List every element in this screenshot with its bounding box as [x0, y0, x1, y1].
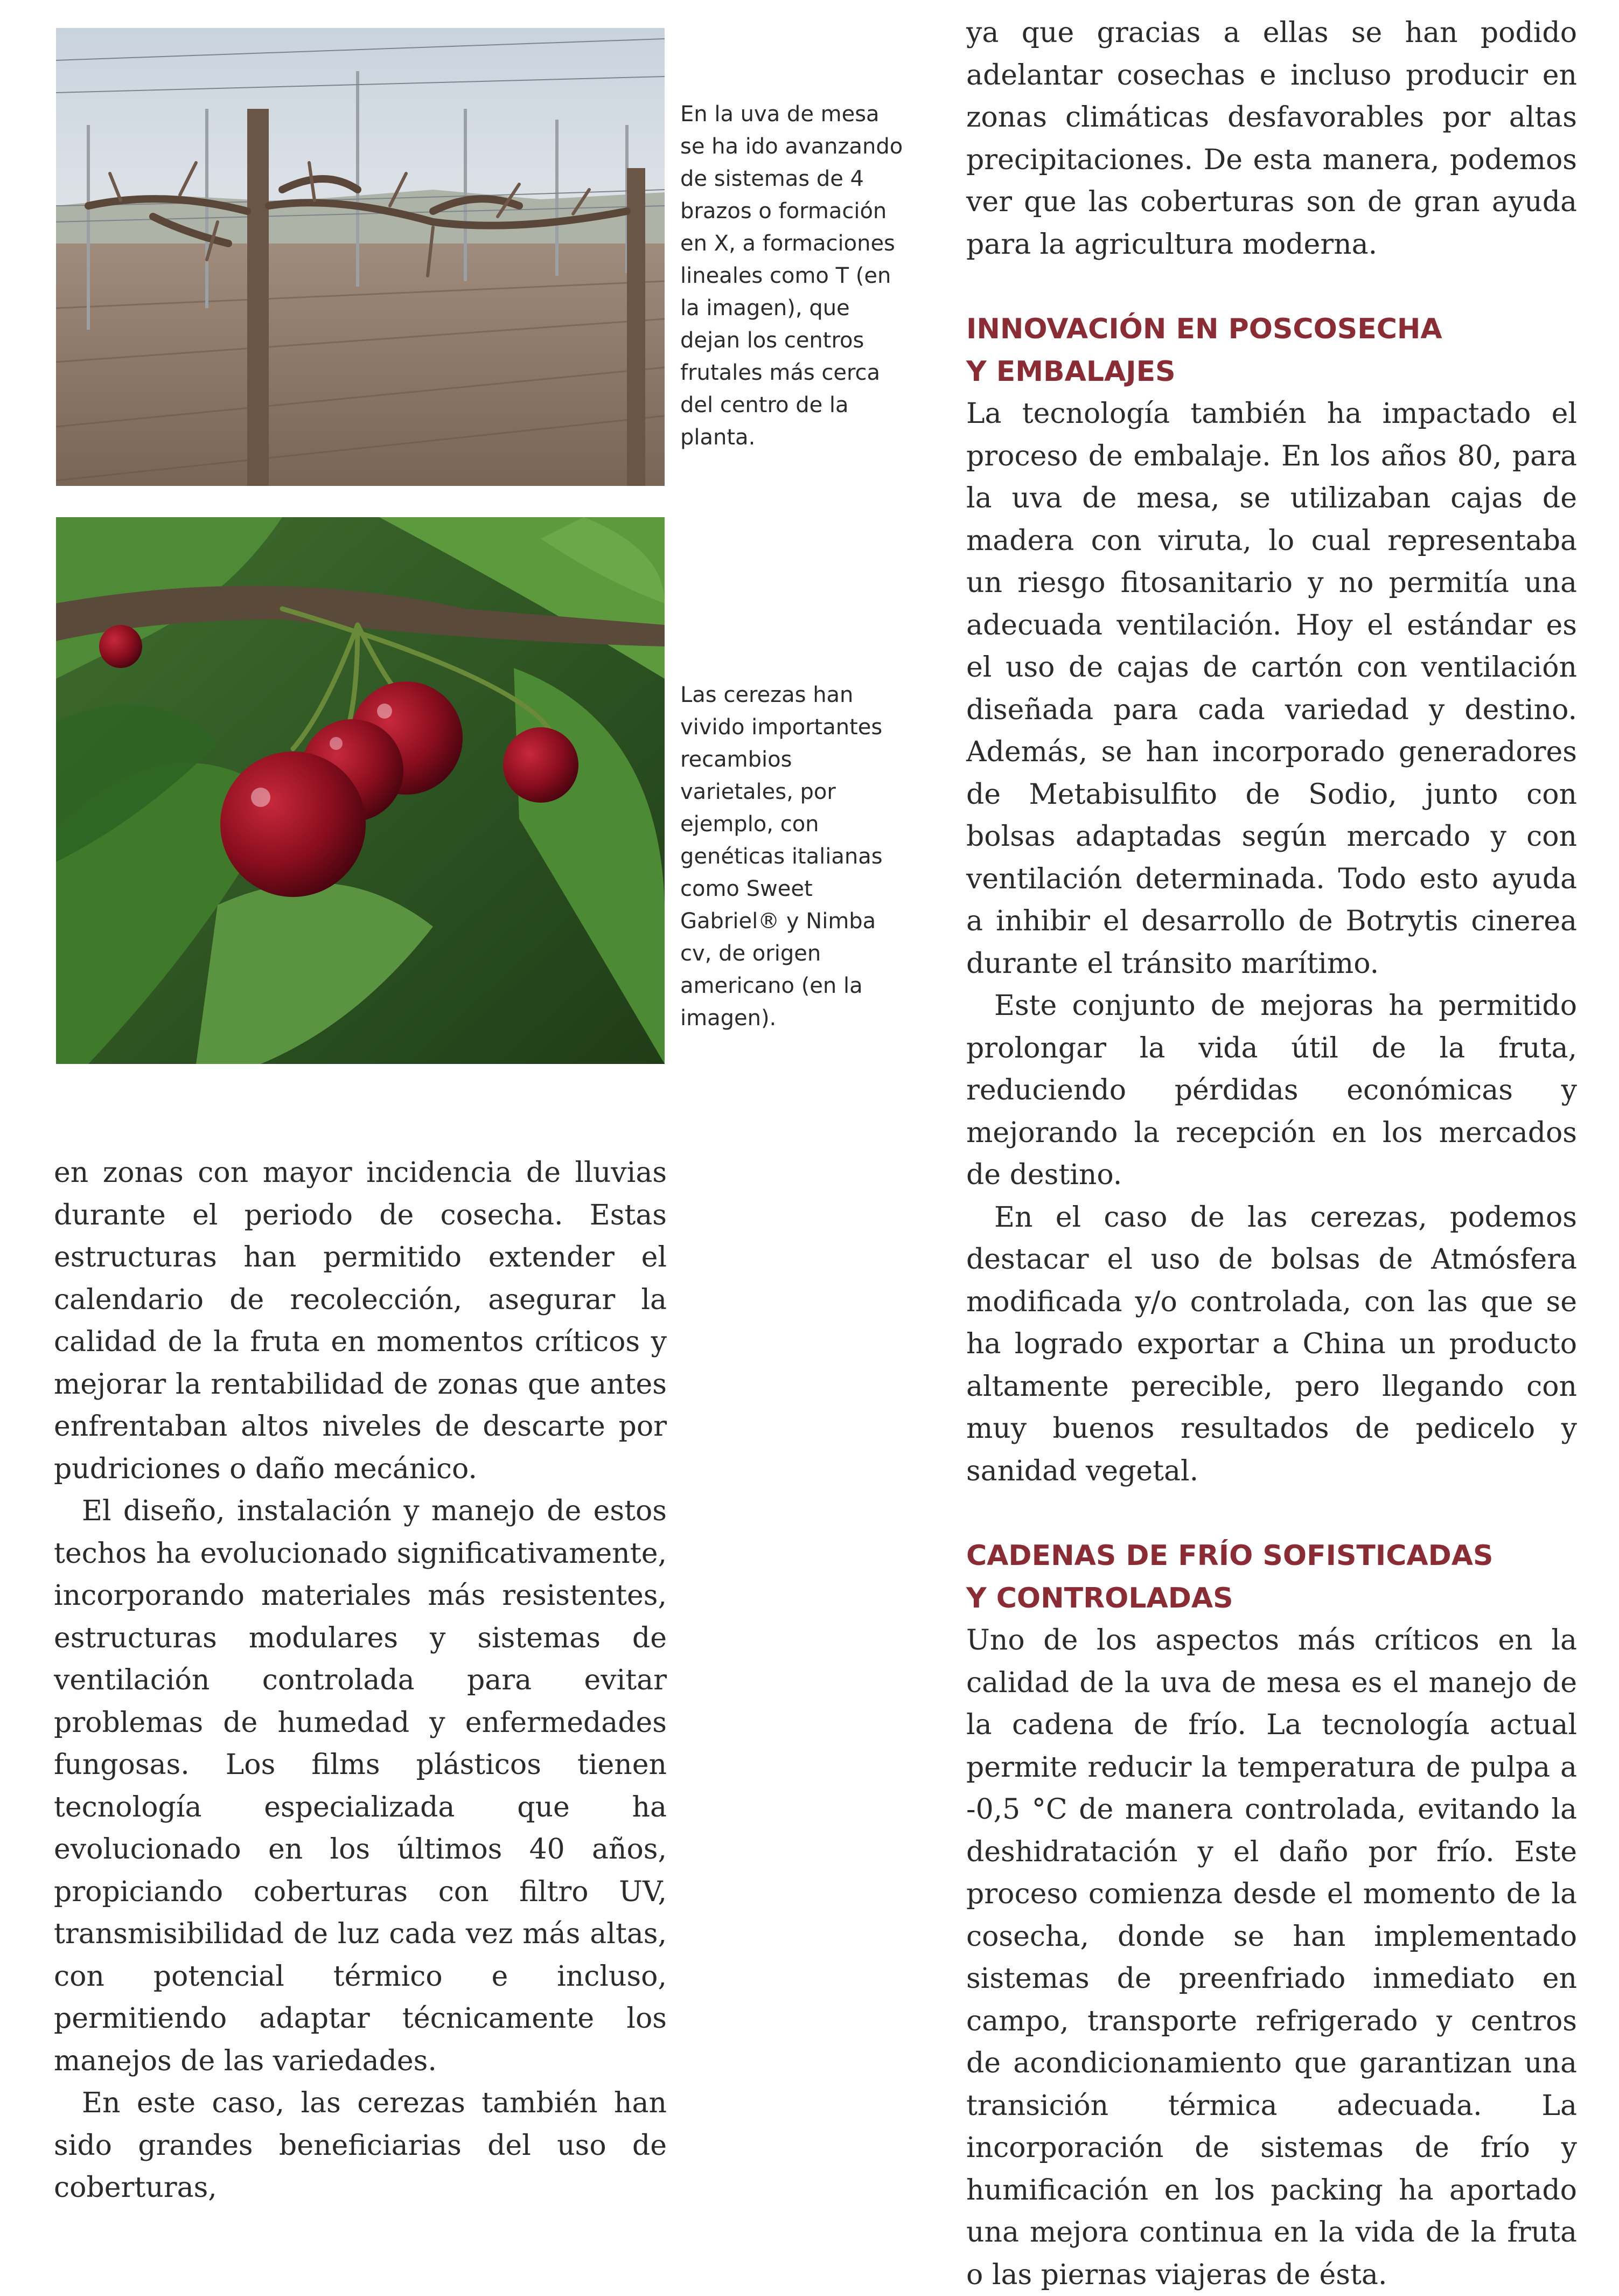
paragraph: En el caso de las cerezas, podemos destacar el uso de bolsas de Atmósfera modificada y/o controlada, con las que se ha logrado exportar a China un producto altamente perecible, pero llegando con muy buenos resultados de pedicelo y sanidad vegetal. [966, 1201, 1577, 1487]
paragraph: en zonas con mayor incidencia de lluvias durante el periodo de cosecha. Estas estructuras han permitido extender el calendario de recolección, asegurar la calidad de la fruta en momentos críticos y mejorar la rentabilidad de zonas que antes enfrentaban altos niveles de descarte por pudriciones o daño mecánico. [54, 1157, 667, 1485]
vineyard-photo [56, 28, 665, 486]
section-heading-postharvest [966, 308, 1577, 393]
paragraph: En este caso, las cerezas también han sido grandes beneficiarias del uso de coberturas, [54, 2087, 667, 2204]
heading-line: Y CONTROLADAS [966, 1582, 1233, 1615]
section-heading-cold-chain [966, 1535, 1577, 1619]
right-text-column [966, 12, 1577, 2296]
left-text-column [54, 1152, 667, 2209]
paragraph: Este conjunto de mejoras ha permitido prolongar la vida útil de la fruta, reduciendo pérdidas económicas y mejorando la recepción en los mercados de destino. [966, 990, 1577, 1191]
figure-caption-cherries: Las cerezas han vivido importantes recambios varietales, por ejemplo, con genéticas italianas como Sweet Gabriel® y Nimba cv, de origen americano (en la imagen). [680, 683, 883, 1031]
paragraph: ya que gracias a ellas se han podido adelantar cosechas e incluso producir en zonas climáticas desfavorables por altas precipitaciones. De esta manera, podemos ver que las coberturas son de gran ayuda para la agricultura moderna. [966, 17, 1577, 261]
heading-line: Y EMBALAJES [966, 355, 1176, 388]
heading-line: CADENAS DE FRÍO SOFISTICADAS [966, 1540, 1494, 1572]
cherries-photo [56, 517, 665, 1064]
cherries-illustration [56, 517, 665, 1064]
paragraph: La tecnología también ha impactado el proceso de embalaje. En los años 80, para la uva de mesa, se utilizaban cajas de madera con viruta, lo cual representaba un riesgo fitosanitario y no permitía una adecuada ventilación. Hoy el estándar es el uso de cajas de cartón con ventilación diseñada para cada variedad y destino. Además, se han incorporado generadores de Metabisulfito de Sodio, junto con bolsas adaptadas según mercado y con ventilación determinada. Todo esto ayuda a inhibir el desarrollo de Botrytis cinerea durante el tránsito marítimo. [966, 398, 1577, 980]
paragraph: Uno de los aspectos más críticos en la calidad de la uva de mesa es el manejo de la cadena de frío. La tecnología actual permite reducir la temperatura de pulpa a -0,5 °C de manera controlada, evitando la deshidratación y el daño por frío. Este proceso comienza desde el momento de la cosecha, donde se han implementado sistemas de preenfriado inmediato en campo, transporte refrigerado y centros de acondicionamiento que garantizan una transición térmica adecuada. La incorporación de sistemas de frío y humificación en los packing ha aportado una mejora continua en la vida de la fruta o las piernas viajeras de ésta. [966, 1624, 1577, 2291]
vineyard-illustration [56, 28, 665, 486]
figure-caption-vineyard: En la uva de mesa se ha ido avanzando de sistemas de 4 brazos o formación en X, a formaciones lineales como T (en la imagen), que dejan los centros frutales más cerca del centro de la planta. [680, 102, 903, 450]
heading-line: INNOVACIÓN EN POSCOSECHA [966, 313, 1442, 345]
paragraph: El diseño, instalación y manejo de estos techos ha evolucionado significativamente, incorporando materiales más resistentes, estructuras modulares y sistemas de ventilación controlada para evitar problemas de humedad y enfermedades fungosas. Los films plásticos tienen tecnología especializada que ha evolucionado en los últimos 40 años, propiciando coberturas con filtro UV, transmisibilidad de luz cada vez más altas, con potencial térmico e incluso, permitiendo adaptar técnicamente los manejos de las variedades. [54, 1495, 667, 2077]
